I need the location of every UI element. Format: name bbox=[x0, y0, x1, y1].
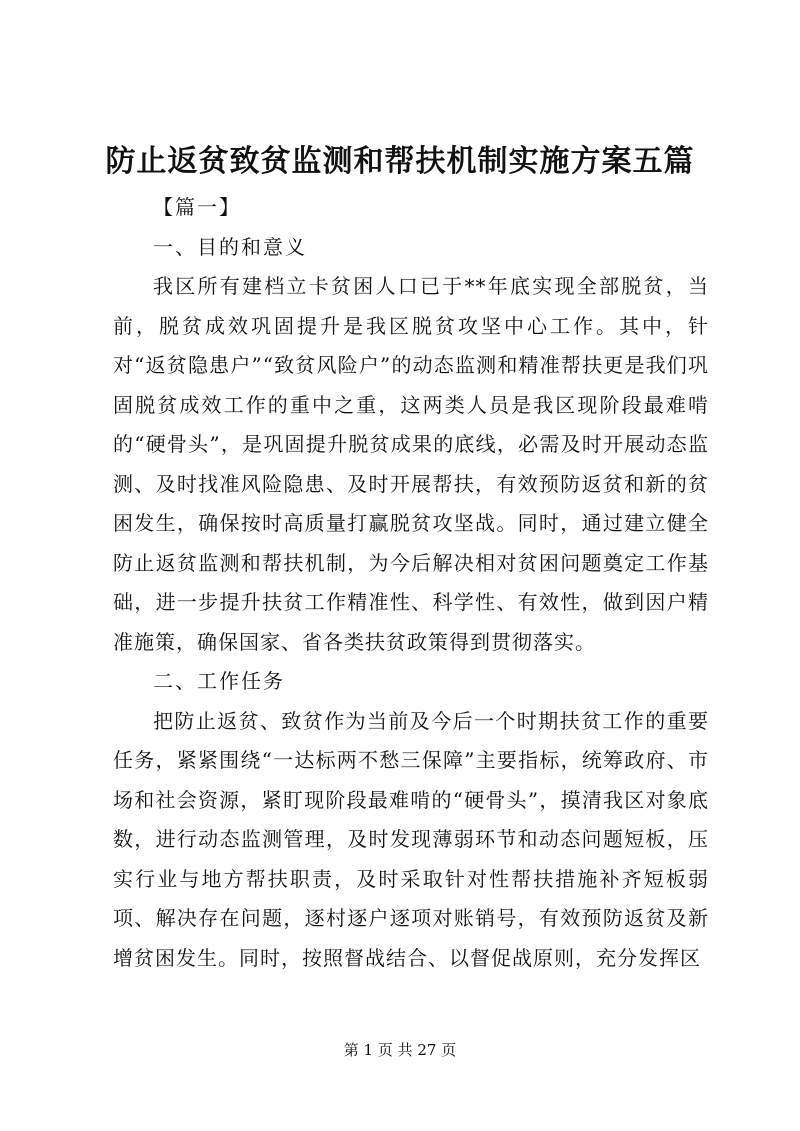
paragraph-tasks: 把防止返贫、致贫作为当前及今后一个时期扶贫工作的重要任务，紧紧围绕“一达标两不愁三保障”主要指标，统筹政府、市场和社会资源，紧盯现阶段最难啃的“硬骨头”，摸清我区对象底数，进行动态监测管理，及时发现薄弱环节和动态问题短板，压实行业与地方帮扶职责，及时采取针对性帮扶措施补齐短板弱项、解决存在问题，逐村逐户逐项对账销号，有效预防返贫及新增贫困发生。同时，按照督战结合、以督促战原则，充分发挥区 bbox=[113, 708, 709, 970]
heading-purpose: 一、目的和意义 bbox=[153, 234, 307, 259]
paragraph-purpose: 我区所有建档立卡贫困人口已于**年底实现全部脱贫，当前，脱贫成效巩固提升是我区脱贫攻坚中心工作。其中，针对“返贫隐患户”“致贫风险户”的动态监测和精准帮扶更是我们巩固脱贫成效工作的重中之重，这两类人员是我区现阶段最难啃的“硬骨头”，是巩固提升脱贫成果的底线，必需及时开展动态监测、及时找准风险隐患、及时开展帮扶，有效预防返贫和新的贫困发生，确保按时高质量打赢脱贫攻坚战。同时，通过建立健全防止返贫监测和帮扶机制，为今后解决相对贫困问题奠定工作基础，进一步提升扶贫工作精准性、科学性、有效性，做到因户精准施策，确保国家、省各类扶贫政策得到贯彻落实。 bbox=[113, 274, 709, 654]
heading-tasks: 二、工作任务 bbox=[153, 669, 285, 693]
document-title: 防止返贫致贫监测和帮扶机制实施方案五篇 bbox=[105, 144, 695, 179]
page-footer: 第 1 页 共 27 页 bbox=[343, 1041, 457, 1059]
section-label: 【篇一】 bbox=[153, 195, 241, 219]
document-body bbox=[113, 188, 709, 978]
